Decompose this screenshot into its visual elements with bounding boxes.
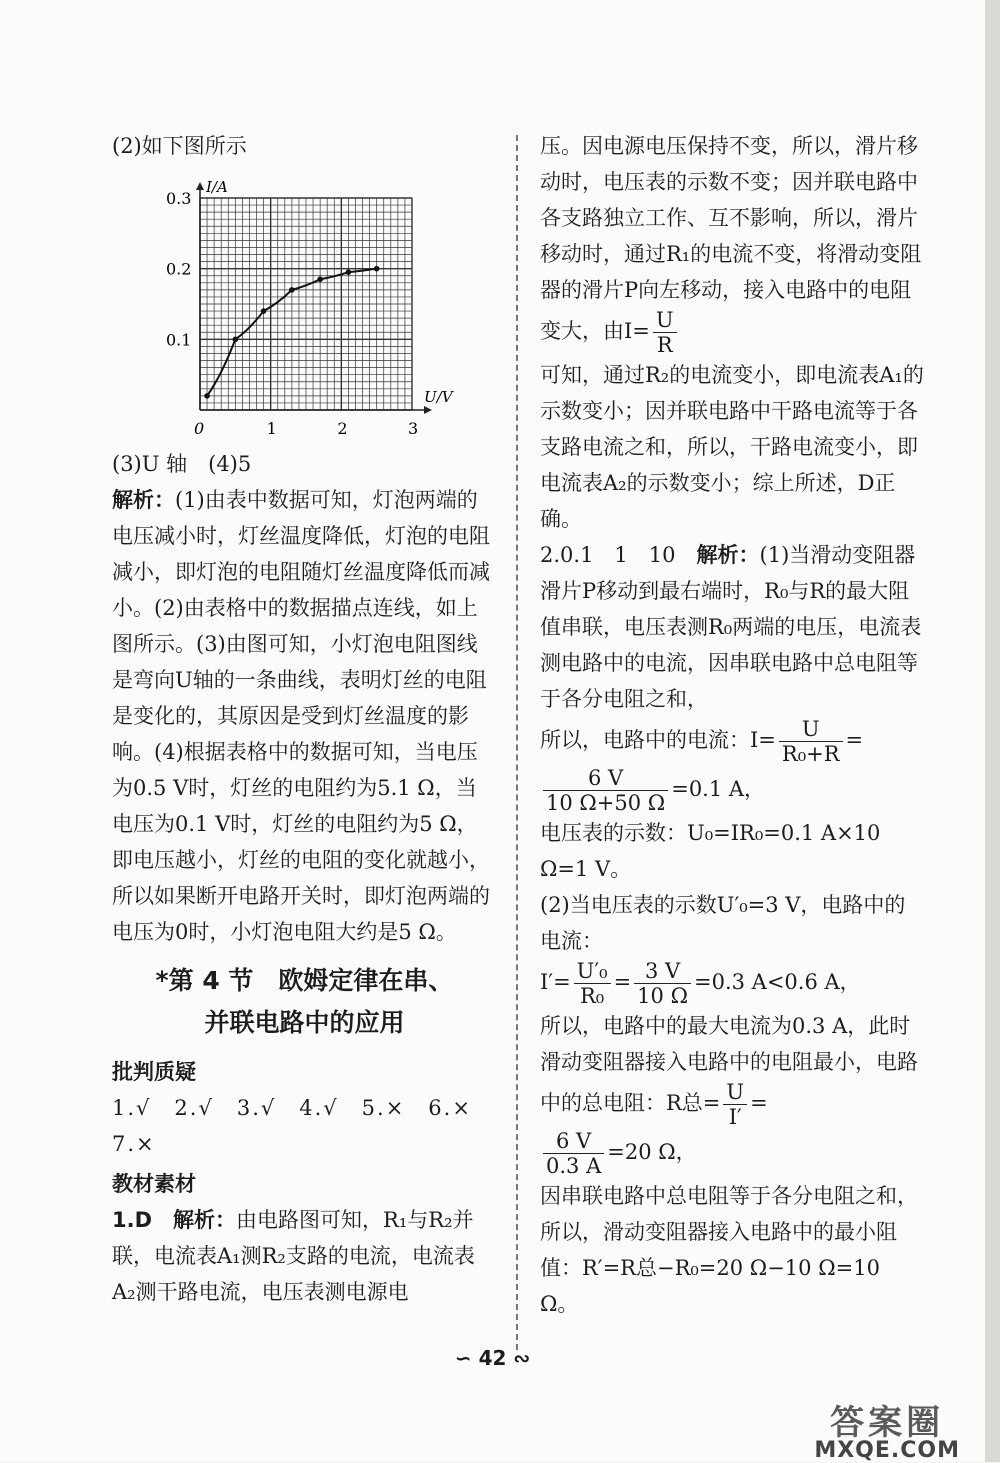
watermark-logo-text: 答案圈 [830, 1403, 945, 1443]
y-axis-arrow [196, 182, 204, 190]
answers-line-1: 1.√ 2.√ 3.√ 4.√ 5.× 6.× [112, 1096, 472, 1120]
right-column [540, 128, 925, 1322]
q2-eq5-den: 0.3 A [546, 1154, 602, 1178]
q1-answer: 1.D [112, 1208, 153, 1232]
iv-chart [152, 166, 482, 446]
answers-line-2: 7.× [112, 1132, 156, 1156]
q2-eq5-fraction [543, 1129, 604, 1178]
q2-eq2-post: =0.1 A， [671, 777, 766, 801]
q2-eq1-num: U [779, 717, 843, 742]
data-point [289, 287, 295, 293]
q2-eq1-fraction [779, 717, 843, 766]
formula-1-den: R [656, 333, 673, 357]
q1-text: 由电路图可知，R₁与R₂并联，电流表A₁测R₂支路的电流，电流表A₂测干路电流，电压表测电源电 [112, 1208, 475, 1304]
page-number-value: 42 [478, 1346, 507, 1370]
page-number: ∽ 42 ∾ [454, 1346, 531, 1370]
analysis-text: (1)由表中数据可知，灯泡两端的电压减小时，灯丝温度降低，灯泡的电阻减小，即灯泡的电阻随灯丝温度降低而减小。(2)由表格中的数据描点连线，如上图所示。(3)由图可知，小灯泡电阻图线是弯向U轴的一条曲线，表明灯丝的电阻是变化的，其原因是受到灯丝温度的影响。(4)根据表格中的数据可知，当电压为0.5 V时，灯丝的电阻约为5.1 Ω，当电压为0.1 V时，灯丝的电阻约为5 Ω，即电压越小，灯丝的电阻的变化就越小，所以如果断开电路开关时，即灯泡两端的电压为0时，小灯泡电阻大约是5 Ω。 [112, 488, 490, 944]
q2-text3: 所以，电路中的最大电流为0.3 A，此时滑动变阻器接入电路中的电阻最小，电路中的总电阻：R总= [540, 1014, 918, 1115]
x-axis-arrow [424, 406, 432, 414]
heading-pipan: 批判质疑 [112, 1060, 196, 1084]
q2-eq5-num: 6 V [543, 1129, 604, 1154]
page-edge [985, 0, 1000, 1462]
q2-voltmeter: 电压表的示数：U₀=IR₀=0.1 A×10 Ω=1 V。 [540, 821, 881, 881]
data-point [204, 393, 210, 399]
q2-eq3-den1: R₀ [580, 984, 605, 1008]
q2-eq3-den2: 10 Ω [637, 984, 688, 1008]
formula-1-fraction [653, 308, 677, 357]
data-point [346, 269, 352, 275]
right-paragraph-1 [540, 128, 925, 357]
data-point [374, 266, 380, 272]
section-title [112, 960, 497, 1044]
column-divider [516, 135, 518, 1350]
y-tick-label: 0.2 [166, 259, 192, 279]
q2-equation-3 [540, 959, 925, 1008]
item-2: (2)如下图所示 [112, 134, 247, 158]
formula-1-num: U [653, 308, 677, 333]
q2-eq4-num: U [723, 1080, 747, 1105]
q2-text-4: 因串联电路中总电阻等于各分电阻之和，所以，滑动变阻器接入电路中的最小阻值：R′=R总−R₀=20 Ω−10 Ω=10 Ω。 [540, 1184, 918, 1316]
x-tick-label: 1 [266, 419, 277, 438]
formula-1-lhs: I= [624, 319, 650, 343]
section-title-line2: 并联电路中的应用 [204, 1008, 405, 1037]
q2-eq2-num: 6 V [543, 766, 668, 791]
x-tick-label: 2 [337, 419, 348, 438]
q2-eq3-mid: = [613, 970, 632, 994]
q2-equation-5 [540, 1129, 925, 1178]
heading-jiaocai: 教材素材 [112, 1172, 196, 1196]
q2-eq3-num1: U′₀ [574, 959, 611, 984]
q2-eq3-post: =0.3 A<0.6 A， [693, 970, 861, 994]
q2-eq1-post: = [845, 728, 864, 752]
left-column [112, 128, 497, 1310]
data-point [233, 337, 239, 343]
q2-text: (1)当滑动变阻器滑片P移动到最右端时，R₀与R的最大阻值串联，电压表测R₀两端的电压，电流表测电路中的电流，因串联电路中总电阻等于各分电阻之和， [540, 543, 922, 711]
data-point [317, 276, 323, 282]
q2-analysis-label: 解析： [696, 543, 760, 567]
y-axis-label: I/A [206, 178, 228, 196]
x-tick-label: 3 [408, 419, 419, 438]
q1-analysis-label: 解析： [173, 1208, 237, 1232]
right-paragraph-2: 可知，通过R₂的电流变小，即电流表A₁的示数变小；因并联电路中干路电流等于各支路电流之和，所以，干路电流变小，即电流表A₂的示数变小；综上所述，D正确。 [540, 363, 924, 531]
q2-eq2-fraction [543, 766, 668, 815]
q2-eq4-fraction [723, 1080, 747, 1129]
data-point [261, 308, 267, 314]
section-title-line1: *第 4 节 欧姆定律在串、 [155, 966, 454, 995]
watermark-logo-url: MXQE.COM [814, 1438, 960, 1463]
q2-equation-1 [540, 717, 925, 766]
q2-text-3 [540, 1008, 925, 1129]
x-tick-label: 0 [194, 419, 205, 438]
q2-eq5-post: =20 Ω， [607, 1140, 697, 1164]
q2-eq2-den: 10 Ω+50 Ω [546, 791, 666, 815]
item-3-4: (3)U 轴 (4)5 [112, 452, 252, 476]
q2-eq3-fraction-2 [634, 959, 691, 1008]
y-tick-label: 0.3 [166, 189, 192, 208]
q2-eq1-den: R₀+R [781, 742, 840, 766]
question-1 [112, 1202, 497, 1310]
analysis-label: 解析： [112, 488, 175, 512]
x-axis-label: U/V [424, 388, 453, 406]
q2-part-2: (2)当电压表的示数U′₀=3 V，电路中的电流： [540, 893, 906, 953]
q2-answer: 2.0.1 1 10 [540, 543, 676, 567]
y-tick-label: 0.1 [166, 330, 192, 350]
right-p1-text: 压。因电源电压保持不变，所以，滑片移动时，电压表的示数不变；因并联电路中各支路独立工作、互不影响，所以，滑片移动时，通过R₁的电流不变，将滑动变阻器的滑片P向左移动，接入电路中的电阻变大，由 [540, 134, 922, 343]
q2-eq4-den: I′ [728, 1105, 742, 1129]
q2-eq3-fraction-1 [574, 959, 611, 1008]
question-2 [540, 537, 925, 717]
q2-eq3-pre: I′= [540, 970, 571, 994]
q2-equation-2 [540, 766, 925, 815]
q2-eq4-post: = [750, 1091, 768, 1115]
analysis-paragraph [112, 482, 497, 950]
q2-eq1-pre: 所以，电路中的电流：I= [540, 728, 776, 752]
watermark-logo [814, 1395, 960, 1463]
q2-eq3-num2: 3 V [634, 959, 691, 984]
